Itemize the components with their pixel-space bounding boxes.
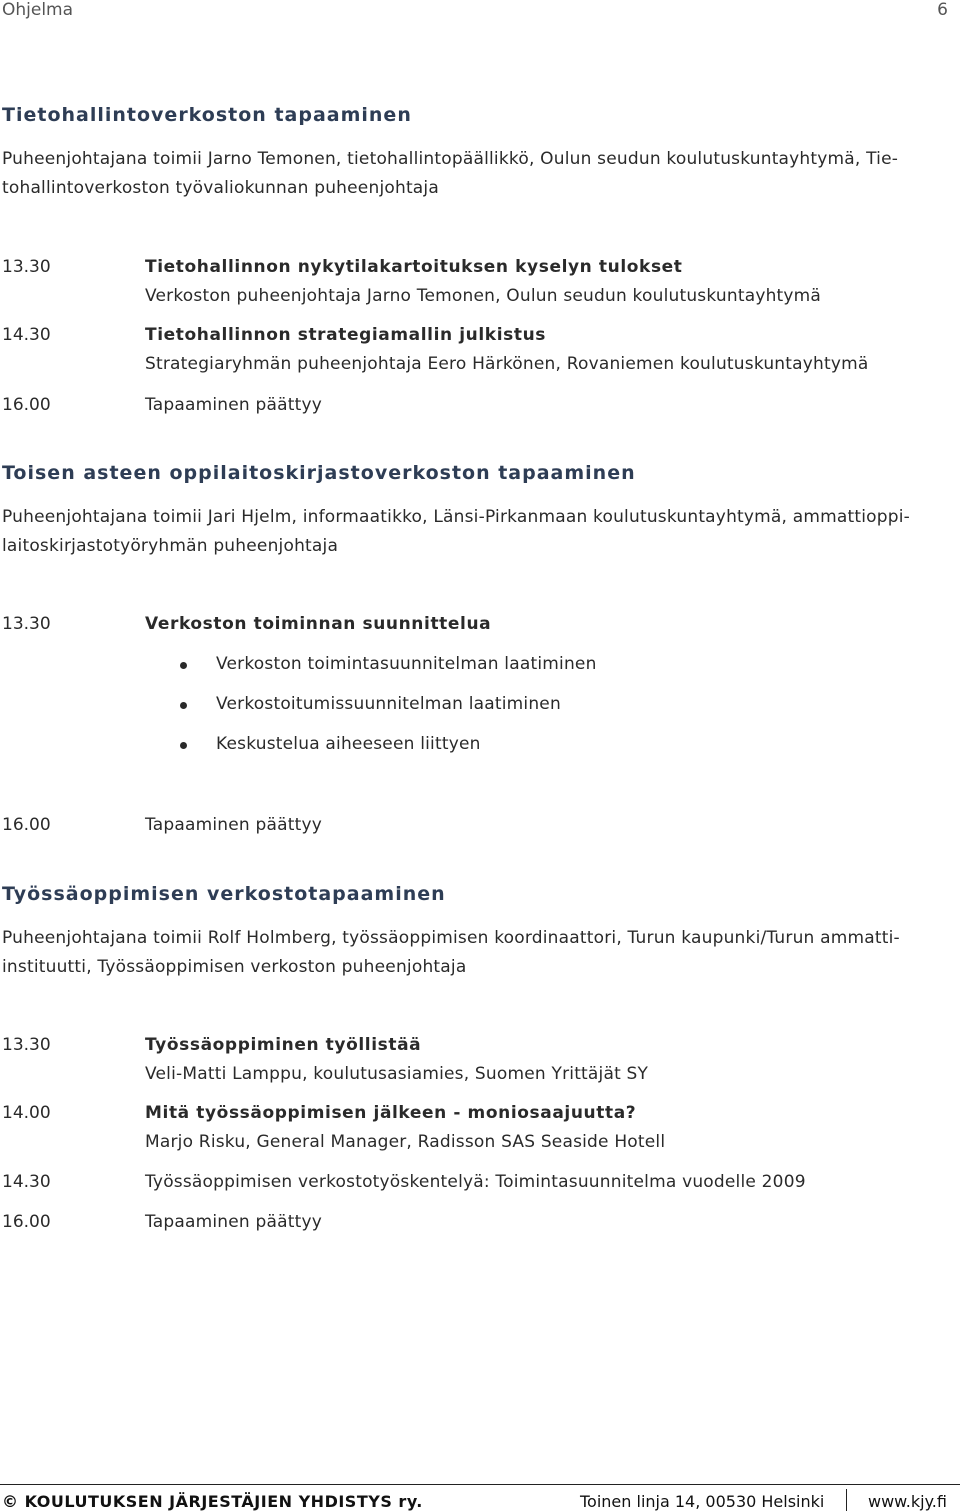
item-speaker: Marjo Risku, General Manager, Radisson SAS Seaside Hotell [145,1132,666,1152]
intro-line: Puheenjohtajana toimii Jari Hjelm, informaatikko, Länsi-Pirkanmaan koulutuskuntayhtymä, ammattioppi- [2,507,911,527]
item-title: Työssäoppiminen työllistää [145,1035,422,1055]
item-time: 13.30 [2,614,51,634]
item-speaker: Strategiaryhmän puheenjohtaja Eero Härkönen, Rovaniemen koulutuskuntayhtymä [145,354,869,374]
intro-line: Puheenjohtajana toimii Rolf Holmberg, työssäoppimisen koordinaattori, Turun kaupunki/Turun ammatti- [2,928,900,948]
item-speaker: Veli-Matti Lamppu, koulutusasiamies, Suomen Yrittäjät SY [145,1064,649,1084]
page-number: 6 [937,0,948,20]
bullet-icon [180,662,187,669]
footer-separator [846,1489,847,1511]
footer-divider [0,1484,960,1485]
item-text: Työssäoppimisen verkostotyöskentelyä: Toimintasuunnitelma vuodelle 2009 [145,1172,806,1192]
item-time: 16.00 [2,1212,51,1232]
bullet-item: Verkoston toimintasuunnitelman laatiminen [216,654,597,674]
bullet-item: Keskustelua aiheeseen liittyen [216,734,481,754]
section-intro [2,145,952,203]
item-time: 16.00 [2,395,51,415]
item-time: 13.30 [2,1035,51,1055]
bullet-icon [180,742,187,749]
intro-line: Puheenjohtajana toimii Jarno Temonen, tietohallintopäällikkö, Oulun seudun koulutuskuntayhtymä, Tie- [2,149,899,169]
section-title: Tietohallintoverkoston tapaaminen [2,104,412,126]
item-text: Tapaaminen päättyy [145,395,322,415]
section-title: Toisen asteen oppilaitoskirjastoverkoston tapaaminen [2,462,636,484]
item-title: Tietohallinnon nykytilakartoituksen kyselyn tulokset [145,257,683,277]
bullet-item: Verkostoitumissuunnitelman laatiminen [216,694,561,714]
item-text: Tapaaminen päättyy [145,815,322,835]
bullet-icon [180,702,187,709]
intro-line: tohallintoverkoston työvaliokunnan puheenjohtaja [2,178,439,198]
item-time: 16.00 [2,815,51,835]
item-time: 14.30 [2,1172,51,1192]
footer-organization: © KOULUTUKSEN JÄRJESTÄJIEN YHDISTYS ry. [2,1492,423,1511]
footer-address: Toinen linja 14, 00530 Helsinki [580,1492,825,1511]
section-intro [2,924,952,982]
intro-line: instituutti, Työssäoppimisen verkoston puheenjohtaja [2,957,467,977]
header-section-label: Ohjelma [2,0,74,20]
item-time: 14.00 [2,1103,51,1123]
item-time: 13.30 [2,257,51,277]
section-title: Työssäoppimisen verkostotapaaminen [2,883,446,905]
item-speaker: Verkoston puheenjohtaja Jarno Temonen, Oulun seudun koulutuskuntayhtymä [145,286,822,306]
item-title: Tietohallinnon strategiamallin julkistus [145,325,546,345]
footer-website-link[interactable]: www.kjy.fi [868,1492,947,1511]
item-title: Verkoston toiminnan suunnittelua [145,614,492,634]
item-time: 14.30 [2,325,51,345]
item-title: Mitä työssäoppimisen jälkeen - moniosaajuutta? [145,1103,637,1123]
intro-line: laitoskirjastotyöryhmän puheenjohtaja [2,536,339,556]
item-text: Tapaaminen päättyy [145,1212,322,1232]
section-intro [2,503,952,561]
